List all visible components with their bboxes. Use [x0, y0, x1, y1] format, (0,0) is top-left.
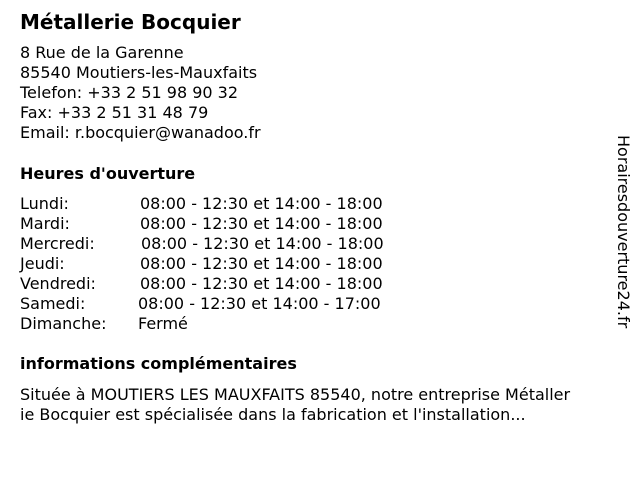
hours-row-sunday	[20, 314, 440, 334]
day-hours: 08:00 - 12:30 et 14:00 - 18:00	[140, 194, 383, 213]
day-hours: 08:00 - 12:30 et 14:00 - 17:00	[138, 294, 381, 313]
day-label: Vendredi:	[20, 274, 96, 293]
street-address: 8 Rue de la Garenne	[20, 43, 184, 62]
info-line: Située à MOUTIERS LES MAUXFAITS 85540, notre entreprise Métaller	[20, 385, 571, 404]
info-heading: informations complémentaires	[20, 354, 297, 373]
info-line: ie Bocquier est spécialisée dans la fabrication et l'installation...	[20, 405, 526, 424]
hours-table	[20, 194, 440, 334]
hours-row-wednesday	[20, 234, 440, 254]
day-label: Jeudi:	[20, 254, 65, 273]
day-label: Mercredi:	[20, 234, 95, 253]
day-hours: 08:00 - 12:30 et 14:00 - 18:00	[140, 214, 383, 233]
hours-heading: Heures d'ouverture	[20, 164, 196, 183]
day-label: Mardi:	[20, 214, 70, 233]
info-description	[20, 385, 630, 425]
hours-row-thursday	[20, 254, 440, 274]
email-address: Email: r.bocquier@wanadoo.fr	[20, 123, 261, 142]
day-label: Dimanche:	[20, 314, 107, 333]
hours-row-friday	[20, 274, 440, 294]
day-hours: 08:00 - 12:30 et 14:00 - 18:00	[140, 254, 383, 273]
phone-number: Telefon: +33 2 51 98 90 32	[20, 83, 239, 102]
day-hours: 08:00 - 12:30 et 14:00 - 18:00	[141, 234, 384, 253]
fax-number: Fax: +33 2 51 31 48 79	[20, 103, 209, 122]
watermark-text: Horairesdouverture24.fr	[614, 135, 633, 329]
city-address: 85540 Moutiers-les-Mauxfaits	[20, 63, 258, 82]
day-label: Lundi:	[20, 194, 69, 213]
hours-row-tuesday	[20, 214, 440, 234]
contact-block	[20, 43, 261, 143]
day-label: Samedi:	[20, 294, 86, 313]
business-name: Métallerie Bocquier	[20, 10, 241, 34]
hours-row-monday	[20, 194, 440, 214]
hours-row-saturday	[20, 294, 440, 314]
day-hours: Fermé	[138, 314, 188, 333]
day-hours: 08:00 - 12:30 et 14:00 - 18:00	[140, 274, 383, 293]
